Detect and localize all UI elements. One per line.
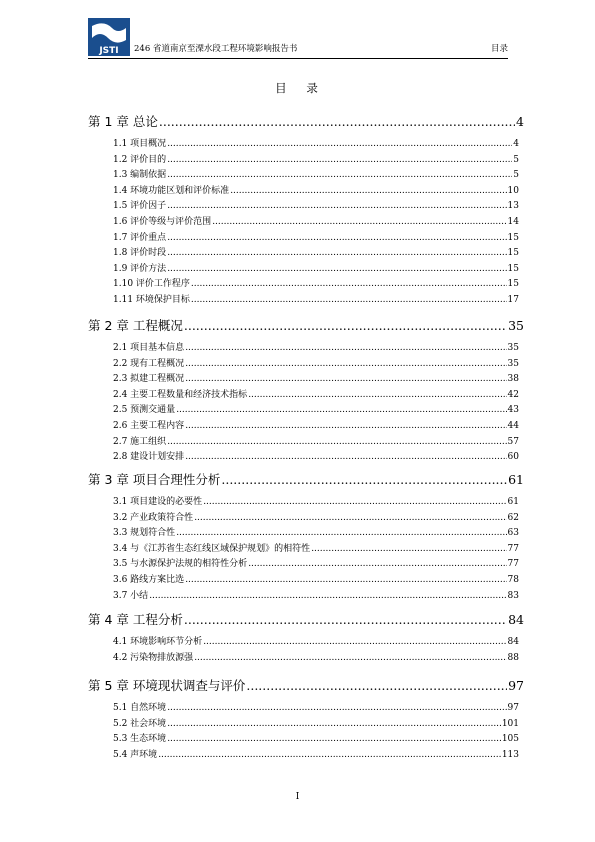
chapter-title: 第 4 章 工程分析 — [88, 612, 183, 627]
section-page-number: 15 — [507, 263, 519, 274]
section-page-number: 83 — [507, 590, 519, 601]
section-title: 1.6 评价等级与评价范围 — [113, 217, 212, 227]
toc-title-char-1: 目 — [275, 81, 289, 95]
dot-leader — [185, 343, 506, 353]
section-page-number: 43 — [507, 405, 519, 416]
section-title: 3.6 路线方案比选 — [113, 575, 185, 585]
dot-leader — [167, 437, 506, 447]
toc-section-entry[interactable] — [113, 572, 519, 585]
section-title: 2.1 项目基本信息 — [113, 343, 185, 353]
jsti-logo — [88, 18, 130, 56]
section-page-number: 4 — [513, 139, 519, 149]
chapter-page-number: 35 — [508, 318, 524, 333]
section-title: 2.5 预测交通量 — [113, 405, 176, 416]
chapter-title: 第 5 章 环境现状调查与评价 — [88, 678, 246, 693]
chapter-title: 第 1 章 总论 — [88, 114, 158, 129]
toc-section-entry[interactable] — [113, 214, 519, 227]
toc-section-entry[interactable] — [113, 136, 519, 149]
section-page-number: 5 — [513, 170, 519, 181]
section-page-number: 113 — [501, 749, 519, 760]
dot-leader — [167, 264, 506, 274]
chapter-page-number: 61 — [508, 472, 524, 487]
toc-section-entry[interactable] — [113, 650, 519, 663]
header-divider — [88, 58, 508, 59]
toc-section-entry[interactable] — [113, 556, 519, 569]
dot-leader — [167, 248, 506, 258]
logo-text: JSTI — [99, 46, 119, 56]
section-title: 1.5 评价因子 — [113, 201, 167, 212]
toc-section-entry[interactable] — [113, 716, 519, 729]
section-title: 2.2 现有工程概况 — [113, 358, 185, 369]
section-page-number: 17 — [507, 295, 519, 305]
section-title: 2.3 拟建工程概况 — [113, 374, 185, 385]
section-page-number: 15 — [507, 232, 519, 243]
dot-leader — [191, 295, 507, 305]
section-page-number: 77 — [507, 543, 519, 554]
page-header — [88, 18, 508, 56]
section-title: 1.11 环境保护目标 — [113, 295, 190, 305]
section-title: 3.7 小结 — [113, 590, 149, 601]
section-page-number: 105 — [501, 734, 519, 745]
dot-leader — [194, 653, 506, 663]
toc-section-entry[interactable] — [113, 449, 519, 462]
section-page-number: 60 — [507, 452, 519, 463]
section-page-number: 88 — [507, 652, 519, 663]
dot-leader — [184, 612, 507, 627]
section-title: 5.4 声环境 — [113, 749, 158, 760]
section-page-number: 62 — [507, 512, 519, 523]
toc-section-entry[interactable] — [113, 292, 519, 305]
toc-chapter-entry[interactable] — [88, 470, 524, 488]
section-title: 4.2 污染物排放源强 — [113, 652, 194, 663]
dot-leader — [167, 170, 512, 180]
dot-leader — [167, 139, 512, 149]
toc-section-entry[interactable] — [113, 167, 519, 180]
toc-chapter-entry[interactable] — [88, 112, 524, 130]
toc-chapter-entry[interactable] — [88, 676, 524, 694]
section-title: 3.2 产业政策符合性 — [113, 512, 194, 523]
toc-section-entry[interactable] — [113, 747, 519, 760]
section-page-number: 13 — [507, 201, 519, 212]
section-page-number: 101 — [501, 718, 519, 729]
header-section-label: 目录 — [490, 44, 508, 54]
toc-section-entry[interactable] — [113, 356, 519, 369]
page-number: I — [295, 792, 300, 802]
section-title: 5.1 自然环境 — [113, 703, 167, 713]
toc-section-entry[interactable] — [113, 434, 519, 447]
section-page-number: 84 — [507, 637, 519, 647]
section-page-number: 78 — [507, 575, 519, 585]
section-title: 2.7 施工组织 — [113, 436, 167, 447]
section-title: 3.4 与《江苏省生态红线区域保护规划》的相符性 — [113, 543, 311, 554]
toc-section-entry[interactable] — [113, 588, 519, 601]
dot-leader — [203, 637, 506, 647]
section-title: 1.4 环境功能区划和评价标准 — [113, 185, 230, 196]
toc-section-entry[interactable] — [113, 402, 519, 415]
chapter-page-number: 84 — [508, 612, 524, 627]
toc-section-entry[interactable] — [113, 340, 519, 353]
toc-section-entry[interactable] — [113, 152, 519, 165]
dot-leader — [230, 186, 506, 196]
header-title: 246 省道南京至溧水段工程环境影响报告书 — [134, 44, 298, 54]
toc-section-entry[interactable] — [113, 230, 519, 243]
dot-leader — [167, 155, 512, 165]
dot-leader — [159, 114, 515, 129]
section-page-number: 35 — [507, 358, 519, 369]
dot-leader — [176, 528, 506, 538]
section-page-number: 14 — [507, 217, 519, 227]
toc-section-entry[interactable] — [113, 245, 519, 258]
dot-leader — [185, 452, 506, 462]
dot-leader — [176, 405, 506, 415]
section-title: 1.10 评价工作程序 — [113, 279, 190, 290]
toc-section-entry[interactable] — [113, 541, 519, 554]
dot-leader — [185, 359, 506, 369]
dot-leader — [203, 497, 506, 507]
dot-leader — [158, 750, 501, 760]
toc-section-entry[interactable] — [113, 494, 519, 507]
section-page-number: 97 — [507, 703, 519, 713]
section-title: 5.2 社会环境 — [113, 718, 167, 729]
toc-section-entry[interactable] — [113, 387, 519, 400]
dot-leader — [167, 233, 506, 243]
section-title: 1.8 评价时段 — [113, 248, 167, 259]
toc-section-entry[interactable] — [113, 276, 519, 289]
section-page-number: 44 — [507, 421, 519, 431]
dot-leader — [185, 374, 506, 384]
toc-section-entry[interactable] — [113, 418, 519, 431]
toc-chapter-entry[interactable] — [88, 610, 524, 628]
section-page-number: 5 — [513, 154, 519, 165]
section-page-number: 63 — [507, 528, 519, 539]
section-title: 1.1 项目概况 — [113, 139, 167, 149]
section-title: 1.3 编制依据 — [113, 170, 167, 181]
toc-section-entry[interactable] — [113, 634, 519, 647]
dot-leader — [185, 421, 506, 431]
section-title: 2.6 主要工程内容 — [113, 421, 185, 431]
dot-leader — [311, 544, 506, 554]
toc-section-entry[interactable] — [113, 371, 519, 384]
section-title: 1.7 评价重点 — [113, 232, 167, 243]
dot-leader — [167, 719, 501, 729]
dot-leader — [248, 390, 506, 400]
section-title: 3.5 与水源保护法规的相符性分析 — [113, 559, 248, 570]
section-title: 5.3 生态环境 — [113, 734, 167, 745]
dot-leader — [185, 575, 506, 585]
section-title: 1.9 评价方法 — [113, 263, 167, 274]
toc-title — [0, 80, 595, 96]
section-title: 3.3 规划符合性 — [113, 528, 176, 539]
section-title: 3.1 项目建设的必要性 — [113, 497, 203, 507]
dot-leader — [167, 201, 506, 211]
section-page-number: 15 — [507, 279, 519, 290]
section-page-number: 38 — [507, 374, 519, 385]
section-page-number: 15 — [507, 248, 519, 259]
dot-leader — [248, 559, 506, 569]
toc-section-entry[interactable] — [113, 525, 519, 538]
toc-section-entry[interactable] — [113, 731, 519, 744]
dot-leader — [149, 591, 506, 601]
toc-section-entry[interactable] — [113, 198, 519, 211]
chapter-title: 第 3 章 项目合理性分析 — [88, 472, 221, 487]
toc-section-entry[interactable] — [113, 510, 519, 523]
section-title: 1.2 评价目的 — [113, 154, 167, 165]
dot-leader — [194, 513, 506, 523]
section-title: 2.4 主要工程数量和经济技术指标 — [113, 389, 248, 400]
section-page-number: 61 — [507, 497, 519, 507]
chapter-page-number: 97 — [508, 678, 524, 693]
toc-title-char-2: 录 — [306, 81, 320, 95]
dot-leader — [191, 279, 507, 289]
toc-chapter-entry[interactable] — [88, 316, 524, 334]
chapter-page-number: 4 — [516, 114, 524, 129]
chapter-title: 第 2 章 工程概况 — [88, 318, 183, 333]
dot-leader — [167, 734, 501, 744]
section-page-number: 10 — [507, 185, 519, 196]
section-page-number: 35 — [507, 343, 519, 353]
section-page-number: 42 — [507, 389, 519, 400]
section-title: 2.8 建设计划安排 — [113, 452, 185, 463]
toc-section-entry[interactable] — [113, 700, 519, 713]
dot-leader — [246, 678, 507, 693]
section-page-number: 77 — [507, 559, 519, 570]
toc-section-entry[interactable] — [113, 261, 519, 274]
dot-leader — [221, 472, 507, 487]
dot-leader — [167, 703, 506, 713]
toc-section-entry[interactable] — [113, 183, 519, 196]
section-title: 4.1 环境影响环节分析 — [113, 637, 203, 647]
section-page-number: 57 — [507, 436, 519, 447]
dot-leader — [212, 217, 506, 227]
dot-leader — [184, 318, 507, 333]
